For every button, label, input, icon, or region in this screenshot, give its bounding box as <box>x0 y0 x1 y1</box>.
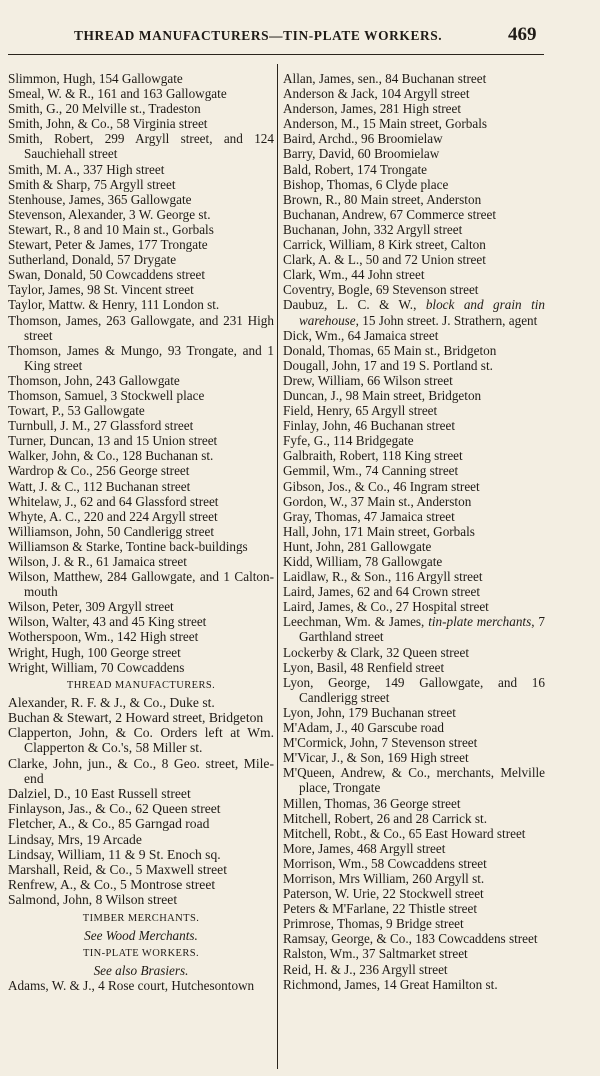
directory-entry: Clark, Wm., 44 John street <box>283 267 425 283</box>
section-heading-tinplate: TIN-PLATE WORKERS. <box>82 947 200 959</box>
directory-entry: Laidlaw, R., & Son., 116 Argyll street <box>283 569 483 585</box>
directory-entry: Clapperton, John, & Co. Orders left at Wm. Clapperton & Co.'s, 58 Miller st. <box>8 725 274 756</box>
directory-entry: Salmond, John, 8 Wilson street <box>8 892 178 908</box>
directory-entry: Lindsay, Mrs, 19 Arcade <box>8 831 142 847</box>
directory-entry: Whyte, A. C., 220 and 224 Argyll street <box>8 508 218 524</box>
directory-entry: Smith, M. A., 337 High street <box>8 161 165 177</box>
directory-entry: Fyfe, G., 114 Bridgegate <box>283 433 414 449</box>
directory-entry: Lindsay, William, 11 & 9 St. Enoch sq. <box>8 846 221 862</box>
directory-entry-daubuz <box>283 297 545 327</box>
entry-trade-italic: block and grain tin warehouse <box>299 297 545 328</box>
timber-cross-reference: See Wood Merchants. <box>84 927 198 943</box>
directory-entry: Watt, J. & C., 112 Buchanan street <box>8 478 191 494</box>
directory-entry: Thomson, Samuel, 3 Stockwell place <box>8 387 205 403</box>
directory-entry: Taylor, James, 98 St. Vincent street <box>8 282 194 298</box>
directory-entry: Thomson, James, 263 Gallowgate, and 231 High street <box>8 312 274 343</box>
directory-entry: Smith & Sharp, 75 Argyll street <box>8 176 176 192</box>
tinplate-cross-reference: See also Brasiers. <box>93 962 189 978</box>
right-column <box>283 71 545 992</box>
entry-text: , 7 Garthland street <box>299 614 545 645</box>
directory-entry: Williamson, John, 50 Candlerigg street <box>8 523 215 539</box>
directory-entry: Buchanan, Andrew, 67 Commerce street <box>283 206 497 222</box>
directory-entry: Duncan, J., 98 Main street, Bridgeton <box>283 387 482 403</box>
directory-entry: Stevenson, Alexander, 3 W. George st. <box>8 206 211 222</box>
directory-entry: Galbraith, Robert, 118 King street <box>283 448 463 464</box>
directory-entry: Morrison, Wm., 58 Cowcaddens street <box>283 855 487 871</box>
directory-entry: Smith, G., 20 Melville st., Tradeston <box>8 101 201 117</box>
page-header <box>0 24 600 54</box>
entry-text: , 15 John street. J. Strathern, agent <box>355 312 538 328</box>
header-rule <box>8 54 544 55</box>
section-heading-timber: TIMBER MERCHANTS. <box>82 912 200 924</box>
directory-entry: Smeal, W. & R., 161 and 163 Gallowgate <box>8 86 227 102</box>
directory-entry: M'Queen, Andrew, & Co., merchants, Melville place, Trongate <box>283 765 545 796</box>
directory-entry: Finlay, John, 46 Buchanan street <box>283 418 456 434</box>
directory-entry: Dick, Wm., 64 Jamaica street <box>283 327 439 343</box>
directory-entry: Taylor, Mattw. & Henry, 111 London st. <box>8 297 220 313</box>
directory-entry: Wilson, Peter, 309 Argyll street <box>8 599 174 615</box>
directory-entry: Clark, A. & L., 50 and 72 Union street <box>283 252 486 268</box>
directory-entry: Buchan & Stewart, 2 Howard street, Bridgeton <box>8 709 264 725</box>
directory-entry: Sutherland, Donald, 57 Drygate <box>8 252 177 268</box>
directory-entry: Allan, James, sen., 84 Buchanan street <box>283 71 487 86</box>
directory-entry: M'Vicar, J., & Son, 169 High street <box>283 750 469 766</box>
directory-entry: Whitelaw, J., 62 and 64 Glassford street <box>8 493 219 509</box>
directory-entry: Stewart, R., 8 and 10 Main st., Gorbals <box>8 221 214 237</box>
directory-entry: Renfrew, A., & Co., 5 Montrose street <box>8 877 216 893</box>
running-title: THREAD MANUFACTURERS—TIN-PLATE WORKERS. <box>74 28 443 43</box>
directory-entry: Reid, H. & J., 236 Argyll street <box>283 961 448 977</box>
directory-entry: Richmond, James, 14 Great Hamilton st. <box>283 976 498 992</box>
directory-entry: Bald, Robert, 174 Trongate <box>283 161 427 177</box>
directory-entry: Wright, William, 70 Cowcaddens <box>8 659 185 675</box>
directory-entry: Stewart, Peter & James, 177 Trongate <box>8 237 208 253</box>
directory-entry: M'Cormick, John, 7 Stevenson street <box>283 735 478 751</box>
directory-entry: Buchanan, John, 332 Argyll street <box>283 221 463 237</box>
directory-entry: Swan, Donald, 50 Cowcaddens street <box>8 267 206 283</box>
directory-entry: Dougall, John, 17 and 19 S. Portland st. <box>283 357 493 373</box>
directory-entry: Lockerby & Clark, 32 Queen street <box>283 644 470 660</box>
directory-entry: Morrison, Mrs William, 260 Argyll st. <box>283 870 485 886</box>
directory-entry: Thomson, John, 243 Gallowgate <box>8 372 180 388</box>
directory-entry: Mitchell, Robert, 26 and 28 Carrick st. <box>283 810 488 826</box>
directory-entry: Turner, Duncan, 13 and 15 Union street <box>8 433 218 449</box>
directory-entry: Smith, John, & Co., 58 Virginia street <box>8 116 208 132</box>
left-entry-list <box>8 71 274 675</box>
directory-entry: Thomson, James & Mungo, 93 Trongate, and 1 King street <box>8 342 274 373</box>
directory-entry: Field, Henry, 65 Argyll street <box>283 403 438 419</box>
directory-entry: Ralston, Wm., 37 Saltmarket street <box>283 946 468 962</box>
entry-text: Leechman, Wm. & James, <box>283 614 429 630</box>
directory-entry: Laird, James, 62 and 64 Crown street <box>283 584 481 600</box>
directory-entry: Smith, Robert, 299 Argyll street, and 124 Sauchiehall street <box>8 131 274 162</box>
directory-entry: Walker, John, & Co., 128 Buchanan st. <box>8 448 214 464</box>
directory-entry: Wardrop & Co., 256 George street <box>8 463 190 479</box>
directory-entry: Lyon, Basil, 48 Renfield street <box>283 659 445 675</box>
directory-entry: Mitchell, Robt., & Co., 65 East Howard street <box>283 825 526 841</box>
directory-entry: Ramsay, George, & Co., 183 Cowcaddens street <box>283 931 538 947</box>
directory-entry: Lyon, George, 149 Gallowgate, and 16 Candlerigg street <box>283 674 545 705</box>
directory-entry-leechman <box>283 614 545 644</box>
directory-entry: Clarke, John, jun., & Co., 8 Geo. street, Mile-end <box>8 755 274 786</box>
right-entry-list-a <box>283 71 545 297</box>
right-entry-list-b <box>283 328 545 615</box>
thread-entry-list <box>8 695 274 908</box>
directory-entry: Drew, William, 66 Wilson street <box>283 372 453 388</box>
directory-entry: Laird, James, & Co., 27 Hospital street <box>283 599 489 615</box>
directory-entry: Anderson, James, 281 High street <box>283 101 461 117</box>
directory-entry: Millen, Thomas, 36 George street <box>283 795 461 811</box>
column-divider <box>277 64 278 1069</box>
directory-entry: Anderson & Jack, 104 Argyll street <box>283 86 470 102</box>
directory-entry: Barry, David, 60 Broomielaw <box>283 146 440 162</box>
directory-entry: M'Adam, J., 40 Garscube road <box>283 720 444 736</box>
directory-entry: Brown, R., 80 Main street, Anderston <box>283 191 482 207</box>
entry-trade-italic: tin-plate merchants <box>428 614 532 630</box>
directory-entry: Alexander, R. F. & J., & Co., Duke st. <box>8 694 215 710</box>
page-number: 469 <box>508 24 537 45</box>
directory-entry: Williamson & Starke, Tontine back-buildings <box>8 538 248 554</box>
tinplate-entry-list <box>8 978 274 993</box>
directory-entry: Turnbull, J. M., 27 Glassford street <box>8 418 194 434</box>
directory-entry: Hunt, John, 281 Gallowgate <box>283 538 432 554</box>
directory-entry: Wilson, Walter, 43 and 45 King street <box>8 614 207 630</box>
directory-entry: Gray, Thomas, 47 Jamaica street <box>283 508 455 524</box>
directory-entry: Kidd, William, 78 Gallowgate <box>283 554 443 569</box>
directory-entry: Slimmon, Hugh, 154 Gallowgate <box>8 71 183 86</box>
right-entry-list-c <box>283 645 545 992</box>
directory-entry: Gordon, W., 37 Main st., Anderston <box>283 493 472 509</box>
directory-entry: Adams, W. & J., 4 Rose court, Hutchesontown <box>8 977 255 993</box>
directory-entry: Coventry, Bogle, 69 Stevenson street <box>283 282 479 298</box>
directory-entry: Hall, John, 171 Main street, Gorbals <box>283 523 475 539</box>
directory-entry: Gemmil, Wm., 74 Canning street <box>283 463 459 479</box>
directory-entry: Peters & M'Farlane, 22 Thistle street <box>283 901 478 917</box>
directory-entry: Lyon, John, 179 Buchanan street <box>283 704 456 720</box>
directory-entry: Wilson, Matthew, 284 Gallowgate, and 1 Calton-mouth <box>8 569 274 600</box>
directory-entry: Wotherspoon, Wm., 142 High street <box>8 629 199 645</box>
directory-entry: Dalziel, D., 10 East Russell street <box>8 785 191 801</box>
section-heading-thread: THREAD MANUFACTURERS. <box>66 679 216 691</box>
directory-entry: Anderson, M., 15 Main street, Gorbals <box>283 116 488 132</box>
directory-entry: Bishop, Thomas, 6 Clyde place <box>283 176 449 192</box>
directory-entry: Donald, Thomas, 65 Main st., Bridgeton <box>283 342 497 358</box>
directory-entry: Baird, Archd., 96 Broomielaw <box>283 131 443 147</box>
left-column <box>8 71 274 993</box>
directory-entry: More, James, 468 Argyll street <box>283 840 446 856</box>
directory-entry: Carrick, William, 8 Kirk street, Calton <box>283 237 486 253</box>
entry-text: Daubuz, L. C. & W., <box>283 297 426 313</box>
directory-entry: Wilson, J. & R., 61 Jamaica street <box>8 554 187 569</box>
directory-entry: Finlayson, Jas., & Co., 62 Queen street <box>8 801 221 817</box>
directory-entry: Marshall, Reid, & Co., 5 Maxwell street <box>8 861 227 877</box>
directory-entry: Paterson, W. Urie, 22 Stockwell street <box>283 886 484 902</box>
directory-entry: Stenhouse, James, 365 Gallowgate <box>8 191 192 207</box>
directory-entry: Gibson, Jos., & Co., 46 Ingram street <box>283 478 480 494</box>
directory-entry: Wright, Hugh, 100 George street <box>8 644 181 660</box>
directory-entry: Towart, P., 53 Gallowgate <box>8 403 145 419</box>
directory-entry: Fletcher, A., & Co., 85 Garngad road <box>8 816 210 832</box>
directory-entry: Primrose, Thomas, 9 Bridge street <box>283 916 464 932</box>
